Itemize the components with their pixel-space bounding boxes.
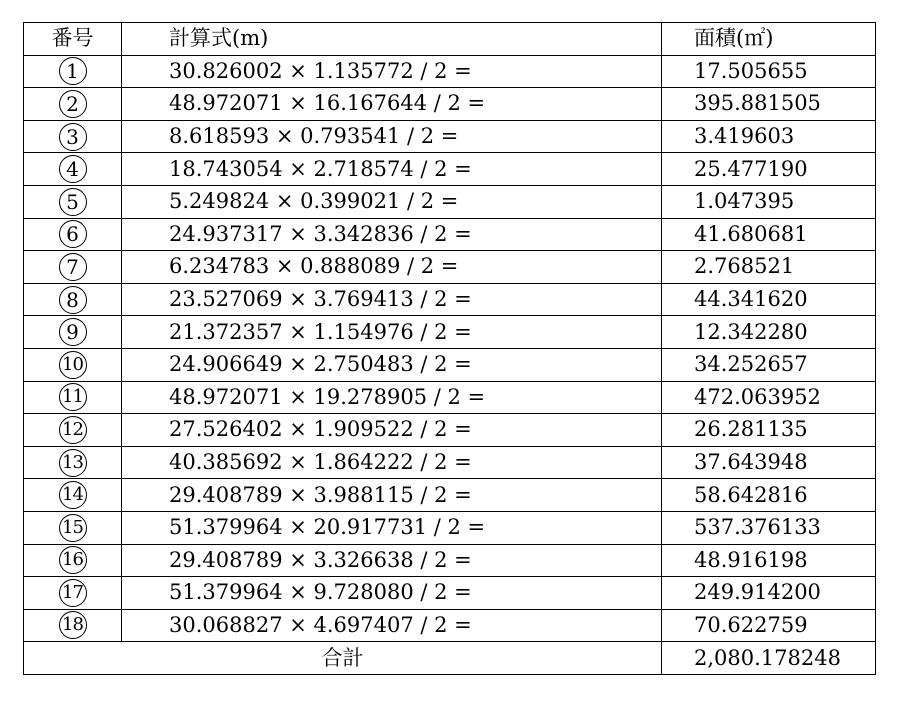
formula-cell: 40.385692 × 1.864222 / 2 = bbox=[122, 446, 662, 479]
circled-number: 11 bbox=[59, 383, 87, 411]
formula-cell: 48.972071 × 19.278905 / 2 = bbox=[122, 381, 662, 414]
row-number-cell bbox=[24, 479, 122, 512]
circled-number: 4 bbox=[59, 155, 87, 183]
area-cell: 395.881505 bbox=[662, 88, 876, 121]
table-row bbox=[24, 316, 876, 349]
formula-cell: 30.068827 × 4.697407 / 2 = bbox=[122, 609, 662, 642]
row-number-cell bbox=[24, 446, 122, 479]
table-row bbox=[24, 185, 876, 218]
circled-number: 17 bbox=[59, 579, 87, 607]
area-calculation-table bbox=[23, 22, 876, 675]
area-cell: 2.768521 bbox=[662, 251, 876, 284]
row-number-cell bbox=[24, 544, 122, 577]
area-cell: 472.063952 bbox=[662, 381, 876, 414]
table-row bbox=[24, 218, 876, 251]
table-row bbox=[24, 283, 876, 316]
circled-number: 18 bbox=[59, 611, 87, 639]
header-formula: 計算式(m) bbox=[122, 23, 662, 56]
formula-cell: 29.408789 × 3.326638 / 2 = bbox=[122, 544, 662, 577]
total-value: 2,080.178248 bbox=[662, 642, 876, 675]
table-row bbox=[24, 88, 876, 121]
row-number-cell bbox=[24, 251, 122, 284]
circled-number: 12 bbox=[59, 416, 87, 444]
area-cell: 17.505655 bbox=[662, 55, 876, 88]
row-number-cell bbox=[24, 185, 122, 218]
row-number-cell bbox=[24, 577, 122, 610]
header-row bbox=[24, 23, 876, 56]
row-number-cell bbox=[24, 120, 122, 153]
formula-cell: 48.972071 × 16.167644 / 2 = bbox=[122, 88, 662, 121]
circled-number: 13 bbox=[59, 449, 87, 477]
formula-cell: 23.527069 × 3.769413 / 2 = bbox=[122, 283, 662, 316]
area-cell: 34.252657 bbox=[662, 348, 876, 381]
total-label: 合計 bbox=[24, 642, 662, 675]
formula-cell: 27.526402 × 1.909522 / 2 = bbox=[122, 414, 662, 447]
header-area: 面積(㎡) bbox=[662, 23, 876, 56]
total-row bbox=[24, 642, 876, 675]
formula-cell: 51.379964 × 20.917731 / 2 = bbox=[122, 511, 662, 544]
circled-number: 10 bbox=[59, 351, 87, 379]
formula-cell: 8.618593 × 0.793541 / 2 = bbox=[122, 120, 662, 153]
area-cell: 25.477190 bbox=[662, 153, 876, 186]
area-cell: 70.622759 bbox=[662, 609, 876, 642]
area-cell: 537.376133 bbox=[662, 511, 876, 544]
table-row bbox=[24, 381, 876, 414]
area-cell: 37.643948 bbox=[662, 446, 876, 479]
circled-number: 3 bbox=[59, 123, 87, 151]
area-cell: 58.642816 bbox=[662, 479, 876, 512]
row-number-cell bbox=[24, 153, 122, 186]
table-row bbox=[24, 479, 876, 512]
circled-number: 7 bbox=[59, 253, 87, 281]
row-number-cell bbox=[24, 55, 122, 88]
area-cell: 44.341620 bbox=[662, 283, 876, 316]
area-cell: 26.281135 bbox=[662, 414, 876, 447]
row-number-cell bbox=[24, 414, 122, 447]
circled-number: 6 bbox=[59, 220, 87, 248]
formula-cell: 51.379964 × 9.728080 / 2 = bbox=[122, 577, 662, 610]
row-number-cell bbox=[24, 348, 122, 381]
table-row bbox=[24, 609, 876, 642]
circled-number: 9 bbox=[59, 318, 87, 346]
circled-number: 16 bbox=[59, 546, 87, 574]
table-row bbox=[24, 153, 876, 186]
area-cell: 1.047395 bbox=[662, 185, 876, 218]
row-number-cell bbox=[24, 381, 122, 414]
formula-cell: 5.249824 × 0.399021 / 2 = bbox=[122, 185, 662, 218]
circled-number: 1 bbox=[59, 57, 87, 85]
formula-cell: 21.372357 × 1.154976 / 2 = bbox=[122, 316, 662, 349]
row-number-cell bbox=[24, 316, 122, 349]
table-row bbox=[24, 577, 876, 610]
formula-cell: 30.826002 × 1.135772 / 2 = bbox=[122, 55, 662, 88]
area-cell: 41.680681 bbox=[662, 218, 876, 251]
formula-cell: 18.743054 × 2.718574 / 2 = bbox=[122, 153, 662, 186]
row-number-cell bbox=[24, 88, 122, 121]
row-number-cell bbox=[24, 283, 122, 316]
circled-number: 2 bbox=[59, 90, 87, 118]
formula-cell: 24.937317 × 3.342836 / 2 = bbox=[122, 218, 662, 251]
table-body bbox=[24, 23, 876, 675]
circled-number: 5 bbox=[59, 188, 87, 216]
formula-cell: 24.906649 × 2.750483 / 2 = bbox=[122, 348, 662, 381]
row-number-cell bbox=[24, 511, 122, 544]
area-cell: 249.914200 bbox=[662, 577, 876, 610]
circled-number: 14 bbox=[59, 481, 87, 509]
area-cell: 48.916198 bbox=[662, 544, 876, 577]
table-row bbox=[24, 251, 876, 284]
row-number-cell bbox=[24, 609, 122, 642]
row-number-cell bbox=[24, 218, 122, 251]
area-cell: 12.342280 bbox=[662, 316, 876, 349]
circled-number: 8 bbox=[59, 286, 87, 314]
table-row bbox=[24, 348, 876, 381]
table-row bbox=[24, 414, 876, 447]
header-number: 番号 bbox=[24, 23, 122, 56]
formula-cell: 6.234783 × 0.888089 / 2 = bbox=[122, 251, 662, 284]
area-cell: 3.419603 bbox=[662, 120, 876, 153]
table-row bbox=[24, 544, 876, 577]
table-row bbox=[24, 511, 876, 544]
table-row bbox=[24, 55, 876, 88]
table-row bbox=[24, 446, 876, 479]
table-row bbox=[24, 120, 876, 153]
formula-cell: 29.408789 × 3.988115 / 2 = bbox=[122, 479, 662, 512]
circled-number: 15 bbox=[59, 514, 87, 542]
